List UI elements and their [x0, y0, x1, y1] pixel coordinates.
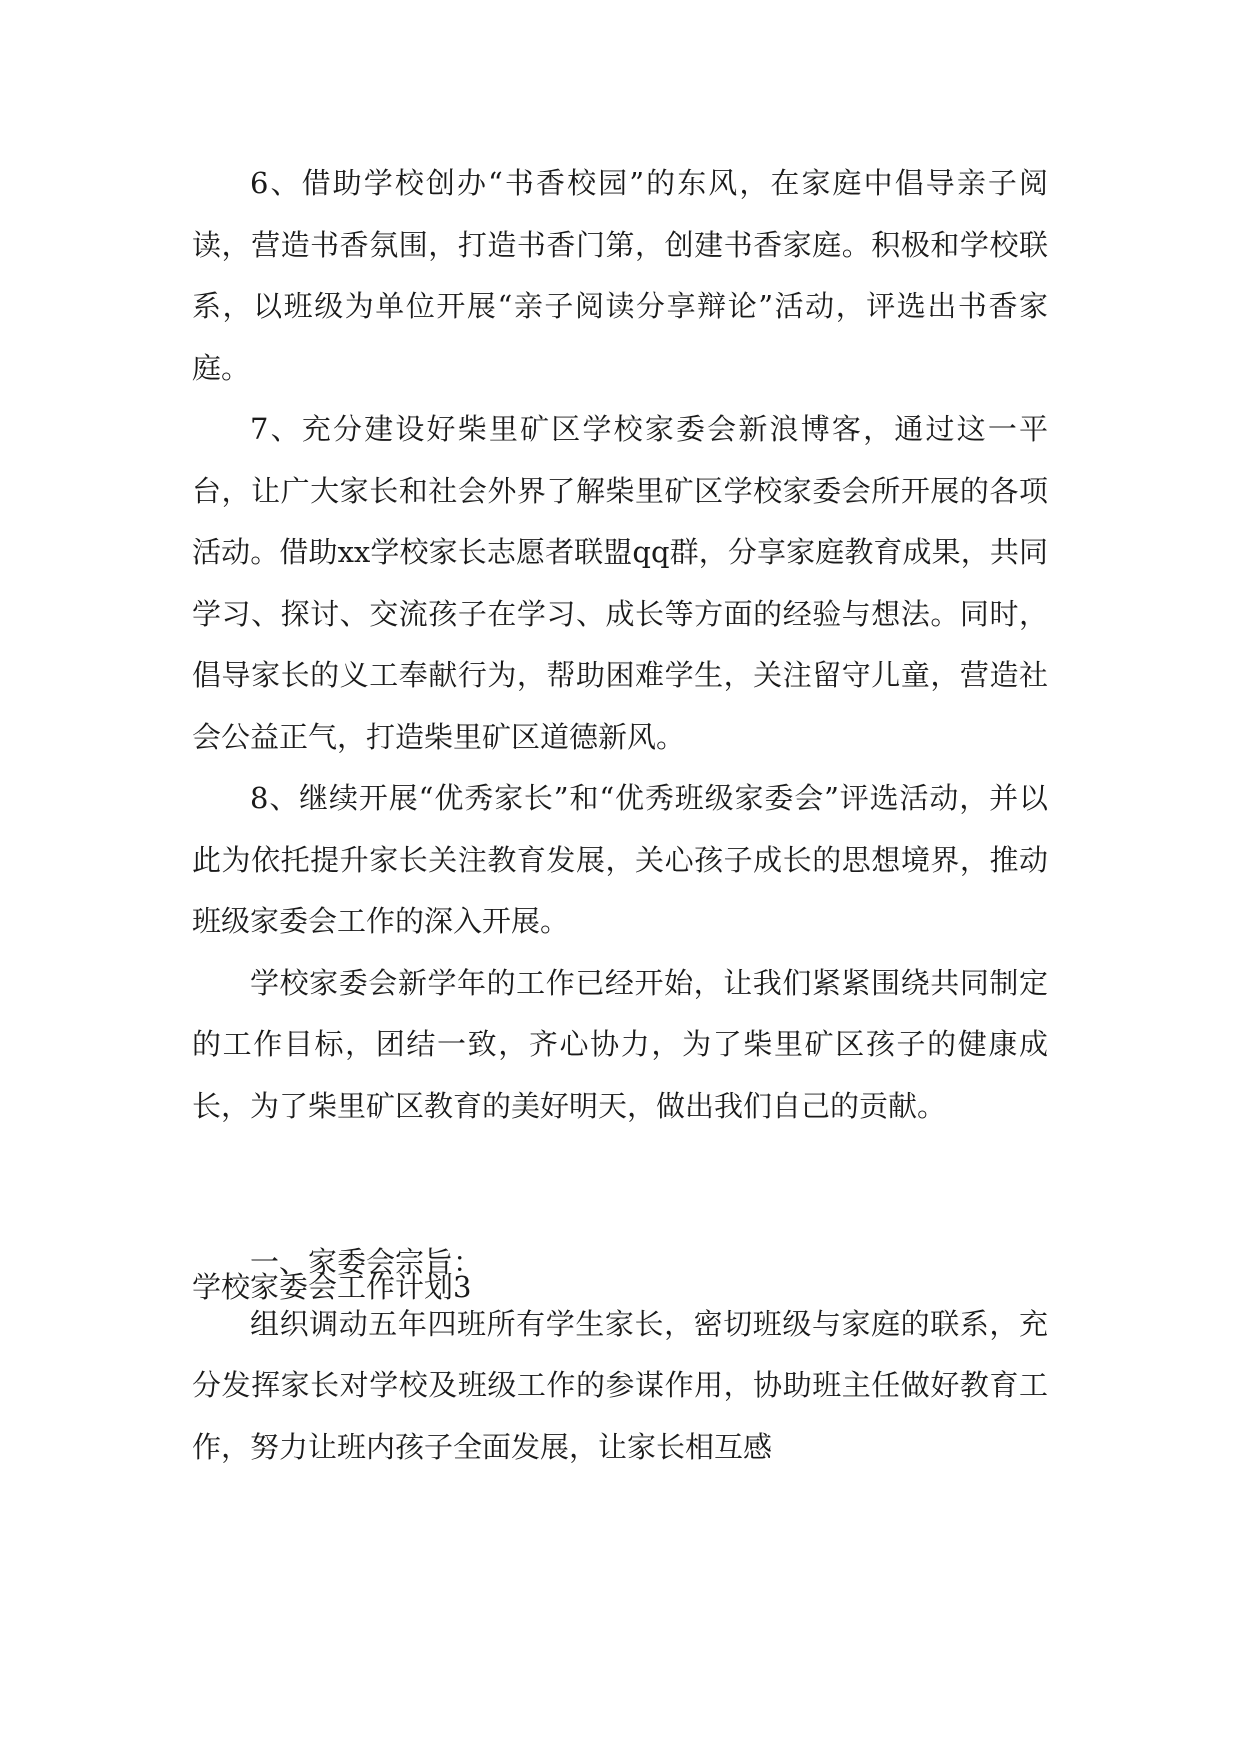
paragraph: 学校家委会新学年的工作已经开始，让我们紧紧围绕共同制定的工作目标，团结一致，齐心协力，为了柴里矿区孩子的健康成长，为了柴里矿区教育的美好明天，做出我们自己的贡献。	[192, 965, 1048, 1123]
paragraph: 6、借助学校创办“书香校园”的东风，在家庭中倡导亲子阅读，营造书香氛围，打造书香门第，创建书香家庭。积极和学校联系，以班级为单位开展“亲子阅读分享辩论”活动，评选出书香家庭。	[192, 166, 1048, 385]
section-body-text	[192, 1232, 1048, 1478]
paragraph: 组织调动五年四班所有学生家长，密切班级与家庭的联系，充分发挥家长对学校及班级工作的参谋作用，协助班主任做好教育工作，努力让班内孩子全面发展，让家长相互感	[192, 1306, 1048, 1464]
body-text	[192, 153, 1048, 1137]
paragraph: 7、充分建设好柴里矿区学校家委会新浪博客，通过这一平台，让广大家长和社会外界了解柴里矿区学校家委会所开展的各项活动。借助xx学校家长志愿者联盟qq群，分享家庭教育成果，共同学习、探讨、交流孩子在学习、成长等方面的经验与想法。同时，倡导家长的义工奉献行为，帮助困难学生，关注留守儿童，营造社会公益正气，打造柴里矿区道德新风。	[192, 412, 1048, 754]
paragraph: 8、继续开展“优秀家长”和“优秀班级家委会”评选活动，并以此为依托提升家长关注教育发展，关心孩子成长的思想境界，推动班级家委会工作的深入开展。	[192, 781, 1048, 938]
paragraph: 一、家委会宗旨：	[250, 1245, 483, 1279]
section-title: 学校家委会工作计划3	[192, 1270, 472, 1304]
